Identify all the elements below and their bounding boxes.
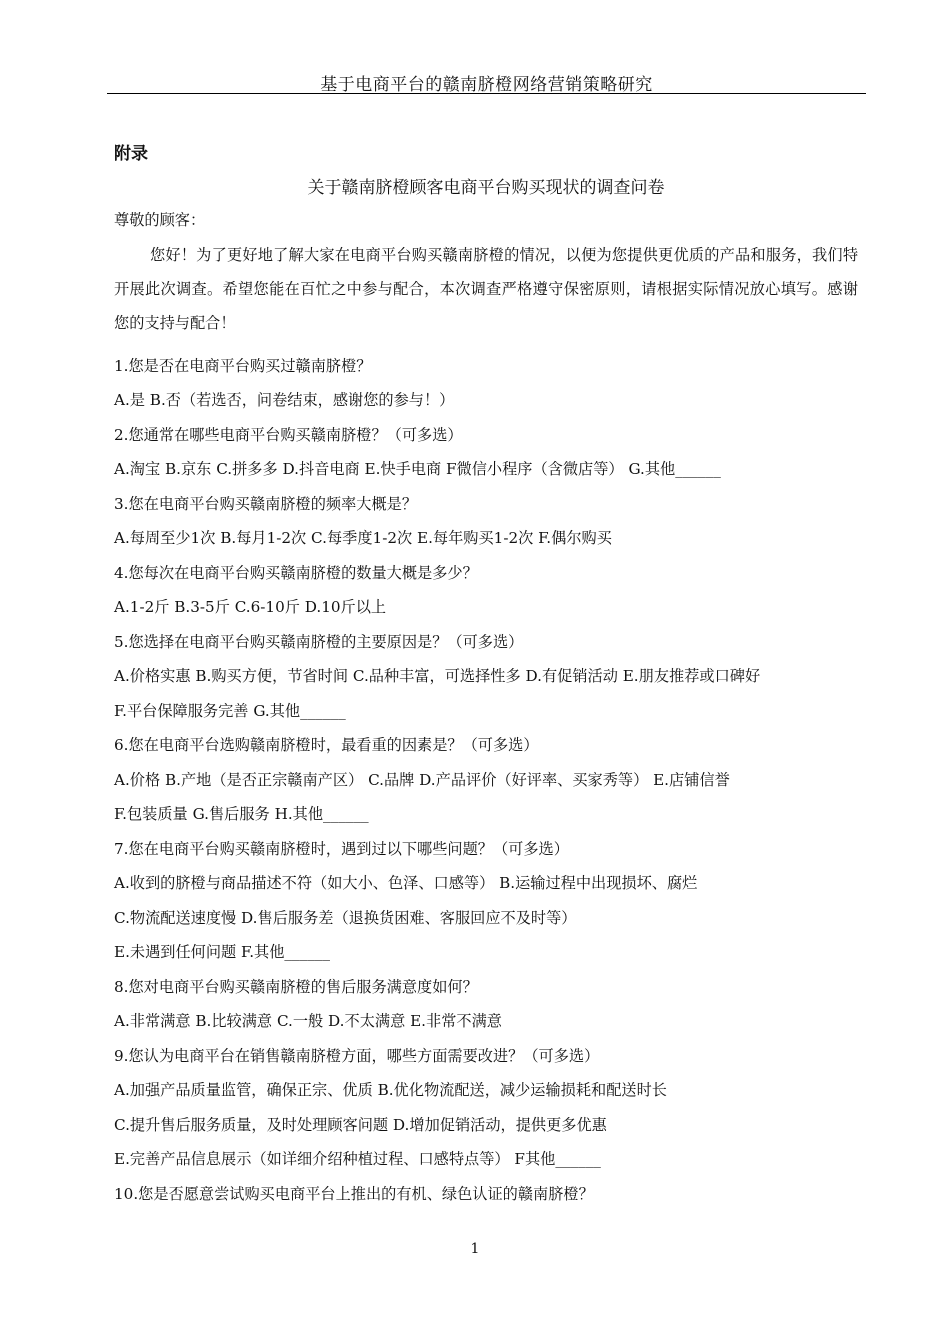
question-7-options-cont: C.物流配送速度慢 D.售后服务差（退换货困难、客服回应不及时等） xyxy=(114,909,577,927)
question-7-options: A.收到的脐橙与商品描述不符（如大小、色泽、口感等） B.运输过程中出现损坏、腐烂 xyxy=(114,874,698,892)
question-1: 1.您是否在电商平台购买过赣南脐橙？ xyxy=(114,357,372,375)
question-3-options: A.每周至少1次 B.每月1-2次 C.每季度1-2次 E.每年购买1-2次 F.偶尔购买 xyxy=(114,529,612,547)
question-5: 5.您选择在电商平台购买赣南脐橙的主要原因是？（可多选） xyxy=(114,633,524,651)
question-1-options: A.是 B.否（若选否，问卷结束，感谢您的参与！） xyxy=(114,391,455,409)
page-number: 1 xyxy=(470,1241,480,1257)
question-5-options-cont: F.平台保障服务完善 G.其他______ xyxy=(114,702,346,720)
question-3: 3.您在电商平台购买赣南脐橙的频率大概是？ xyxy=(114,495,418,513)
salutation: 尊敬的顾客： xyxy=(114,211,206,229)
header-rule xyxy=(107,93,866,94)
question-9-options-cont2: E.完善产品信息展示（如详细介绍种植过程、口感特点等） F其他______ xyxy=(114,1150,601,1168)
question-8: 8.您对电商平台购买赣南脐橙的售后服务满意度如何？ xyxy=(114,978,478,996)
question-9-options-cont: C.提升售后服务质量，及时处理顾客问题 D.增加促销活动，提供更多优惠 xyxy=(114,1116,607,1134)
question-7-options-cont2: E.未遇到任何问题 F.其他______ xyxy=(114,943,330,961)
question-4-options: A.1-2斤 B.3-5斤 C.6-10斤 D.10斤以上 xyxy=(114,598,387,616)
running-header: 基于电商平台的赣南脐橙网络营销策略研究 xyxy=(320,75,653,95)
question-9: 9.您认为电商平台在销售赣南脐橙方面，哪些方面需要改进？（可多选） xyxy=(114,1047,600,1065)
question-8-options: A.非常满意 B.比较满意 C.一般 D.不太满意 E.非常不满意 xyxy=(114,1012,502,1030)
question-4: 4.您每次在电商平台购买赣南脐橙的数量大概是多少？ xyxy=(114,564,478,582)
appendix-heading: 附录 xyxy=(114,144,148,164)
question-2: 2.您通常在哪些电商平台购买赣南脐橙？（可多选） xyxy=(114,426,463,444)
question-7: 7.您在电商平台购买赣南脐橙时，遇到过以下哪些问题？（可多选） xyxy=(114,840,569,858)
question-2-options: A.淘宝 B.京东 C.拼多多 D.抖音电商 E.快手电商 F微信小程序（含微店等） G.其他______ xyxy=(114,460,721,478)
question-6-options-cont: F.包装质量 G.售后服务 H.其他______ xyxy=(114,805,369,823)
question-9-options: A.加强产品质量监管，确保正宗、优质 B.优化物流配送，减少运输损耗和配送时长 xyxy=(114,1081,667,1099)
question-10: 10.您是否愿意尝试购买电商平台上推出的有机、绿色认证的赣南脐橙？ xyxy=(114,1185,594,1203)
question-6: 6.您在电商平台选购赣南脐橙时，最看重的因素是？（可多选） xyxy=(114,736,539,754)
question-6-options: A.价格 B.产地（是否正宗赣南产区） C.品牌 D.产品评价（好评率、买家秀等） E.店铺信誉 xyxy=(114,771,730,789)
survey-title: 关于赣南脐橙顾客电商平台购买现状的调查问卷 xyxy=(307,178,665,198)
question-5-options: A.价格实惠 B.购买方便，节省时间 C.品种丰富，可选择性多 D.有促销活动 E.朋友推荐或口碑好 xyxy=(114,667,761,685)
intro-paragraph: 您好！为了更好地了解大家在电商平台购买赣南脐橙的情况，以便为您提供更优质的产品和服务，我们特开展此次调查。希望您能在百忙之中参与配合，本次调查严格遵守保密原则，请根据实际情况放心填写。感谢您的支持与配合！ xyxy=(114,246,858,332)
